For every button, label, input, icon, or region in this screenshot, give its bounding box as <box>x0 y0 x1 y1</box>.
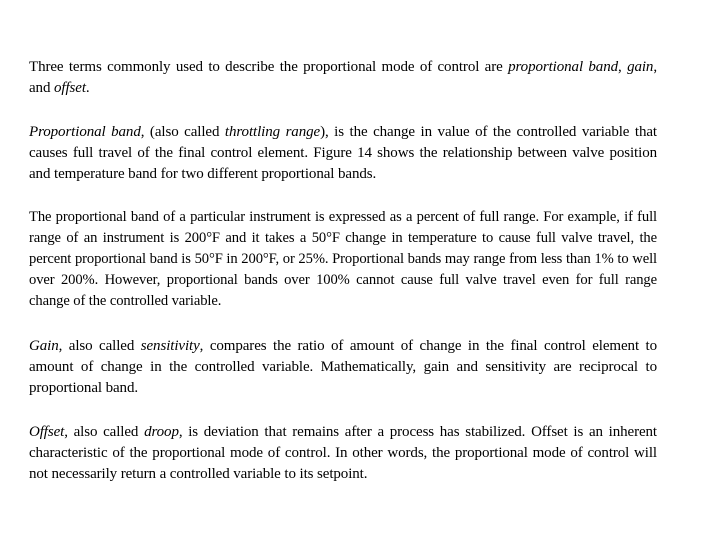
intro-conjunction: , and <box>29 59 657 96</box>
term-offset: offset <box>54 80 86 96</box>
paragraph-offset <box>29 422 657 485</box>
paragraph-proportional-band-example <box>29 207 657 312</box>
offset-term: Offset <box>29 424 65 440</box>
term-gain: gain <box>627 59 654 75</box>
proportional-band-term: Proportional band <box>29 124 141 140</box>
sensitivity-term: sensitivity <box>140 338 200 354</box>
intro-separator: , <box>618 59 628 75</box>
example-text: The proportional band of a particular instrument is expressed as a percent of full range. For example, if full range of an instrument is 200°F and it takes a 50°F change in temperature to cause full valve travel, the percent proportional band is 50°F in 200°F, or 25%. Proportional bands may range from less than 1% to well over 200%. However, proportional bands over 100% cannot cause full valve travel even for full range change of the controlled variable. <box>29 209 657 309</box>
proportional-band-definition: ), is the change in value of the controlled variable that causes full travel of the final control element. Figure 14 shows the relationship between valve position and temperature band for two different proportional bands. <box>29 124 657 182</box>
paragraph-intro <box>29 57 657 99</box>
intro-text: Three terms commonly used to describe the proportional mode of control are <box>29 59 509 75</box>
offset-aside: , also called <box>64 424 145 440</box>
paragraph-gain <box>29 336 657 399</box>
intro-period: . <box>85 80 90 96</box>
term-proportional-band: proportional band <box>508 59 619 75</box>
paragraph-proportional-band <box>29 122 657 185</box>
droop-term: droop <box>144 424 179 440</box>
gain-aside: , also called <box>58 338 141 354</box>
throttling-range-term: throttling range <box>224 124 321 140</box>
gain-term: Gain <box>29 338 59 354</box>
proportional-band-aside: , (also called <box>140 124 225 140</box>
gain-definition: , compares the ratio of amount of change in the final control element to amount of change in the controlled variable. Mathematically, gain and sensitivity are reciprocal to proportional band. <box>29 338 657 396</box>
offset-definition: , is deviation that remains after a process has stabilized. Offset is an inherent characteristic of the proportional mode of control. In other words, the proportional mode of control will not necessarily return a controlled variable to its setpoint. <box>29 424 657 482</box>
